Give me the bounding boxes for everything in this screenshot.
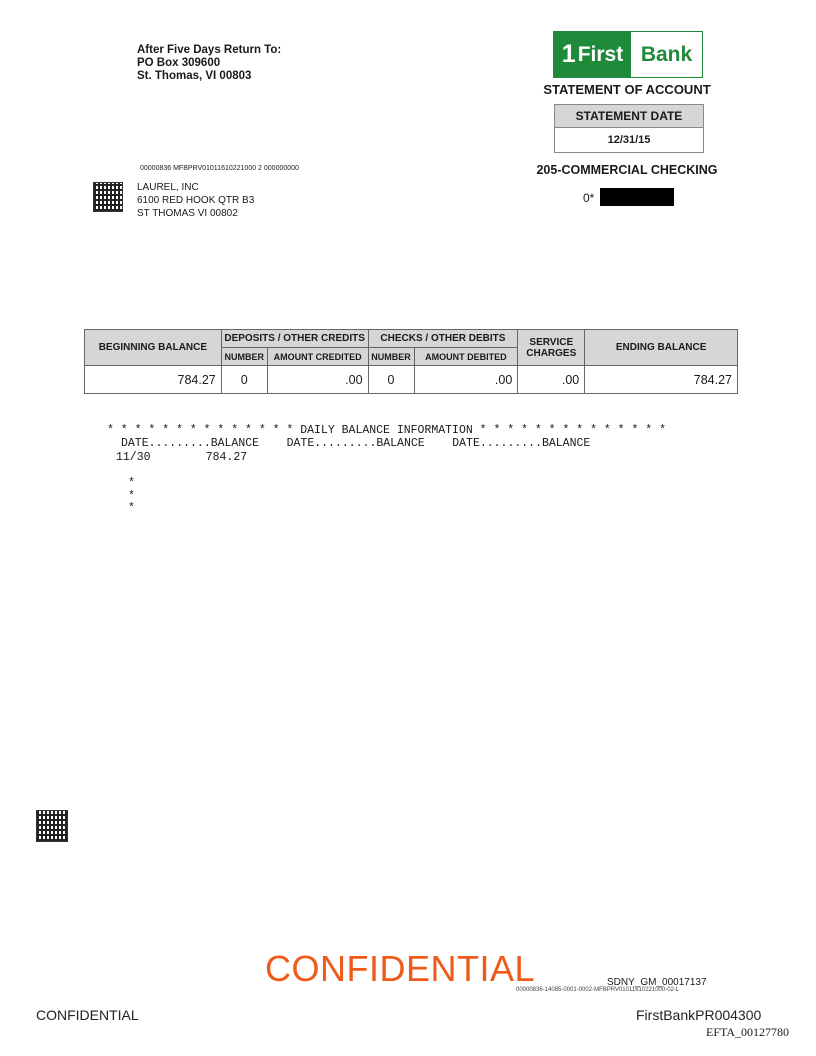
barcode-icon bbox=[93, 182, 123, 212]
daily-balance-columns: DATE.........BALANCE DATE.........BALANCE DATE.........BALANCE bbox=[121, 437, 591, 450]
bates-number: FirstBankPR004300 bbox=[636, 1007, 762, 1023]
amount-credited-header: AMOUNT CREDITED bbox=[267, 348, 368, 366]
return-address bbox=[137, 44, 281, 83]
daily-balance-heading: * * * * * * * * * * * * * * DAILY BALANCE INFORMATION * * * * * * * * * * * * * * bbox=[107, 424, 666, 437]
daily-balance-stars: * * * bbox=[128, 477, 135, 515]
beginning-balance-value: 784.27 bbox=[85, 366, 222, 394]
service-charges-value: .00 bbox=[518, 366, 585, 394]
deposits-number-value: 0 bbox=[221, 366, 267, 394]
barcode-icon bbox=[36, 810, 68, 842]
statement-date: 12/31/15 bbox=[607, 134, 651, 146]
account-summary-table bbox=[84, 329, 738, 394]
deposits-number-header: NUMBER bbox=[221, 348, 267, 366]
document-code: 00000836-14085-0001-0002-MFBPRV01011610221000-02-L bbox=[516, 987, 680, 993]
statement-date-box bbox=[554, 104, 704, 153]
sdny-bates: SDNY_GM_00017137 bbox=[607, 977, 707, 988]
logo-bank: Bank bbox=[631, 32, 702, 77]
confidential-watermark: CONFIDENTIAL bbox=[265, 948, 536, 989]
return-address-line2: PO Box 309600 bbox=[137, 57, 221, 69]
beginning-balance-header: BEGINNING BALANCE bbox=[85, 330, 222, 366]
mailing-address bbox=[137, 181, 254, 220]
logo-first: First bbox=[577, 42, 624, 66]
return-address-line3: St. Thomas, VI 00803 bbox=[137, 70, 252, 82]
deposits-header: DEPOSITS / OTHER CREDITS bbox=[221, 330, 368, 348]
customer-city: ST THOMAS VI 00802 bbox=[137, 208, 238, 219]
statement-title: STATEMENT OF ACCOUNT bbox=[543, 82, 711, 97]
service-charges-header: SERVICE CHARGES bbox=[518, 330, 585, 366]
efta-number: EFTA_00127780 bbox=[706, 1025, 790, 1039]
return-address-line1: After Five Days Return To: bbox=[137, 44, 282, 56]
daily-balance-row: 11/30 784.27 bbox=[116, 451, 248, 464]
table-row bbox=[85, 366, 738, 394]
customer-name: LAUREL, INC bbox=[137, 182, 199, 193]
account-type: 205-COMMERCIAL CHECKING bbox=[536, 163, 718, 177]
amount-debited-header: AMOUNT DEBITED bbox=[414, 348, 518, 366]
firstbank-logo bbox=[553, 31, 703, 78]
statement-date-label: STATEMENT DATE bbox=[555, 105, 703, 128]
amount-debited-value: .00 bbox=[414, 366, 518, 394]
scan-line: 00000836 MFBPRV01011610221000 2 000000000 bbox=[140, 165, 299, 172]
ending-balance-header: ENDING BALANCE bbox=[585, 330, 738, 366]
amount-credited-value: .00 bbox=[267, 366, 368, 394]
logo-one: 1 bbox=[561, 40, 576, 68]
checks-header: CHECKS / OTHER DEBITS bbox=[368, 330, 518, 348]
redaction-bar bbox=[600, 188, 674, 206]
account-number-prefix: 0* bbox=[583, 191, 595, 205]
customer-street: 6100 RED HOOK QTR B3 bbox=[137, 195, 255, 206]
ending-balance-value: 784.27 bbox=[585, 366, 738, 394]
checks-number-header: NUMBER bbox=[368, 348, 414, 366]
checks-number-value: 0 bbox=[368, 366, 414, 394]
confidential-label: CONFIDENTIAL bbox=[36, 1007, 139, 1023]
